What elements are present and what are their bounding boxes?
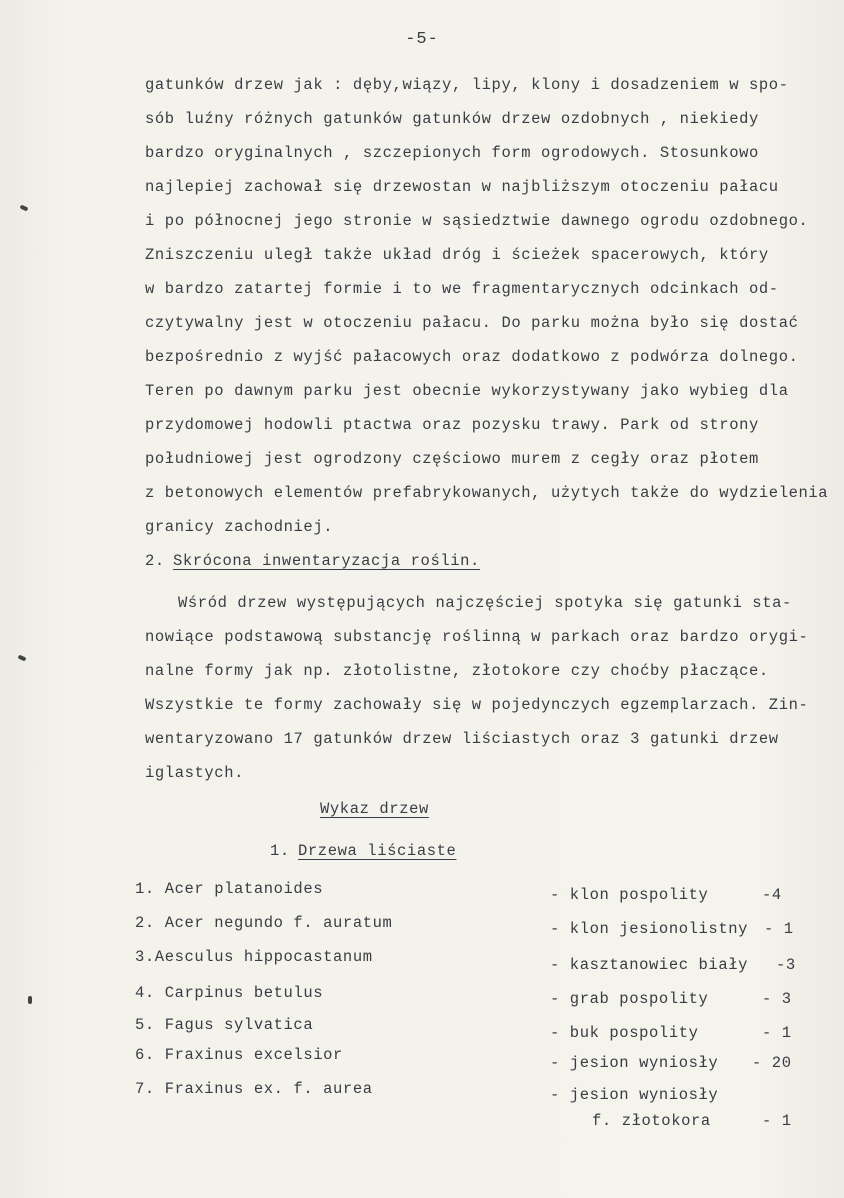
tree-polish-name: - klon pospolity — [550, 886, 709, 904]
tree-latin-name: 4. Carpinus betulus — [135, 984, 324, 1002]
section-number: 2. — [145, 552, 165, 570]
tree-latin-name: 2. Acer negundo f. auratum — [135, 914, 393, 932]
tree-polish-name: - jesion wyniosły — [550, 1054, 719, 1072]
text-line: nowiące podstawową substancję roślinną w parkach oraz bardzo orygi- — [145, 628, 809, 646]
text-line: bardzo oryginalnych , szczepionych form ogrodowych. Stosunkowo — [145, 144, 759, 162]
tree-polish-name: - klon jesionolistny — [550, 920, 749, 938]
list-title: Wykaz drzew — [320, 800, 429, 818]
tree-count: -4 — [762, 886, 782, 904]
tree-count: - 1 — [764, 920, 794, 938]
margin-binding-mark — [18, 654, 27, 661]
text-line: iglastych. — [145, 764, 245, 782]
text-line: Wszystkie te formy zachowały się w pojedynczych egzemplarzach. Zin- — [145, 696, 809, 714]
margin-binding-mark — [28, 996, 32, 1004]
tree-latin-name: 5. Fagus sylvatica — [135, 1016, 314, 1034]
text-line: wentaryzowano 17 gatunków drzew liściastych oraz 3 gatunki drzew — [145, 730, 779, 748]
text-line: Zniszczeniu uległ także układ dróg i ścieżek spacerowych, który — [145, 246, 769, 264]
text-line: najlepiej zachował się drzewostan w najbliższym otoczeniu pałacu — [145, 178, 779, 196]
page-number: -5- — [405, 30, 439, 49]
tree-polish-name: - grab pospolity — [550, 990, 709, 1008]
text-line: z betonowych elementów prefabrykowanych, użytych także do wydzielenia — [145, 484, 829, 502]
tree-polish-name: - jesion wyniosły — [550, 1086, 719, 1104]
section-title: Skrócona inwentaryzacja roślin. — [173, 552, 480, 570]
text-line: i po północnej jego stronie w sąsiedztwie dawnego ogrodu ozdobnego. — [145, 212, 809, 230]
tree-count: -3 — [776, 956, 796, 974]
tree-polish-name: - kasztanowiec biały — [550, 956, 749, 974]
text-line: nalne formy jak np. złotolistne, złotokore czy choćby płaczące. — [145, 662, 769, 680]
tree-polish-name-continuation: f. złotokora — [592, 1112, 711, 1130]
text-line: sób luźny różnych gatunków gatunków drzew ozdobnych , niekiedy — [145, 110, 759, 128]
tree-latin-name: 3.Aesculus hippocastanum — [135, 948, 373, 966]
tree-count: - 1 — [762, 1024, 792, 1042]
text-line: Wśród drzew występujących najczęściej spotyka się gatunki sta- — [178, 594, 792, 612]
text-line: południowej jest ogrodzony częściowo murem z cegły oraz płotem — [145, 450, 759, 468]
text-line: przydomowej hodowli ptactwa oraz pozysku trawy. Park od strony — [145, 416, 759, 434]
subsection-title: Drzewa liściaste — [298, 842, 457, 860]
tree-latin-name: 6. Fraxinus excelsior — [135, 1046, 343, 1064]
text-line: granicy zachodniej. — [145, 518, 334, 536]
text-line: bezpośrednio z wyjść pałacowych oraz dodatkowo z podwórza dolnego. — [145, 348, 799, 366]
margin-binding-mark — [20, 204, 29, 211]
tree-count: - 1 — [762, 1112, 792, 1130]
text-line: gatunków drzew jak : dęby,wiązy, lipy, klony i dosadzeniem w spo- — [145, 76, 789, 94]
tree-count: - 20 — [752, 1054, 792, 1072]
text-line: czytywalny jest w otoczeniu pałacu. Do parku można było się dostać — [145, 314, 799, 332]
tree-latin-name: 7. Fraxinus ex. f. aurea — [135, 1080, 373, 1098]
text-line: w bardzo zatartej formie i to we fragmentarycznych odcinkach od- — [145, 280, 779, 298]
text-line: Teren po dawnym parku jest obecnie wykorzystywany jako wybieg dla — [145, 382, 789, 400]
tree-polish-name: - buk pospolity — [550, 1024, 699, 1042]
subsection-number: 1. — [270, 842, 290, 860]
tree-count: - 3 — [762, 990, 792, 1008]
tree-latin-name: 1. Acer platanoides — [135, 880, 324, 898]
